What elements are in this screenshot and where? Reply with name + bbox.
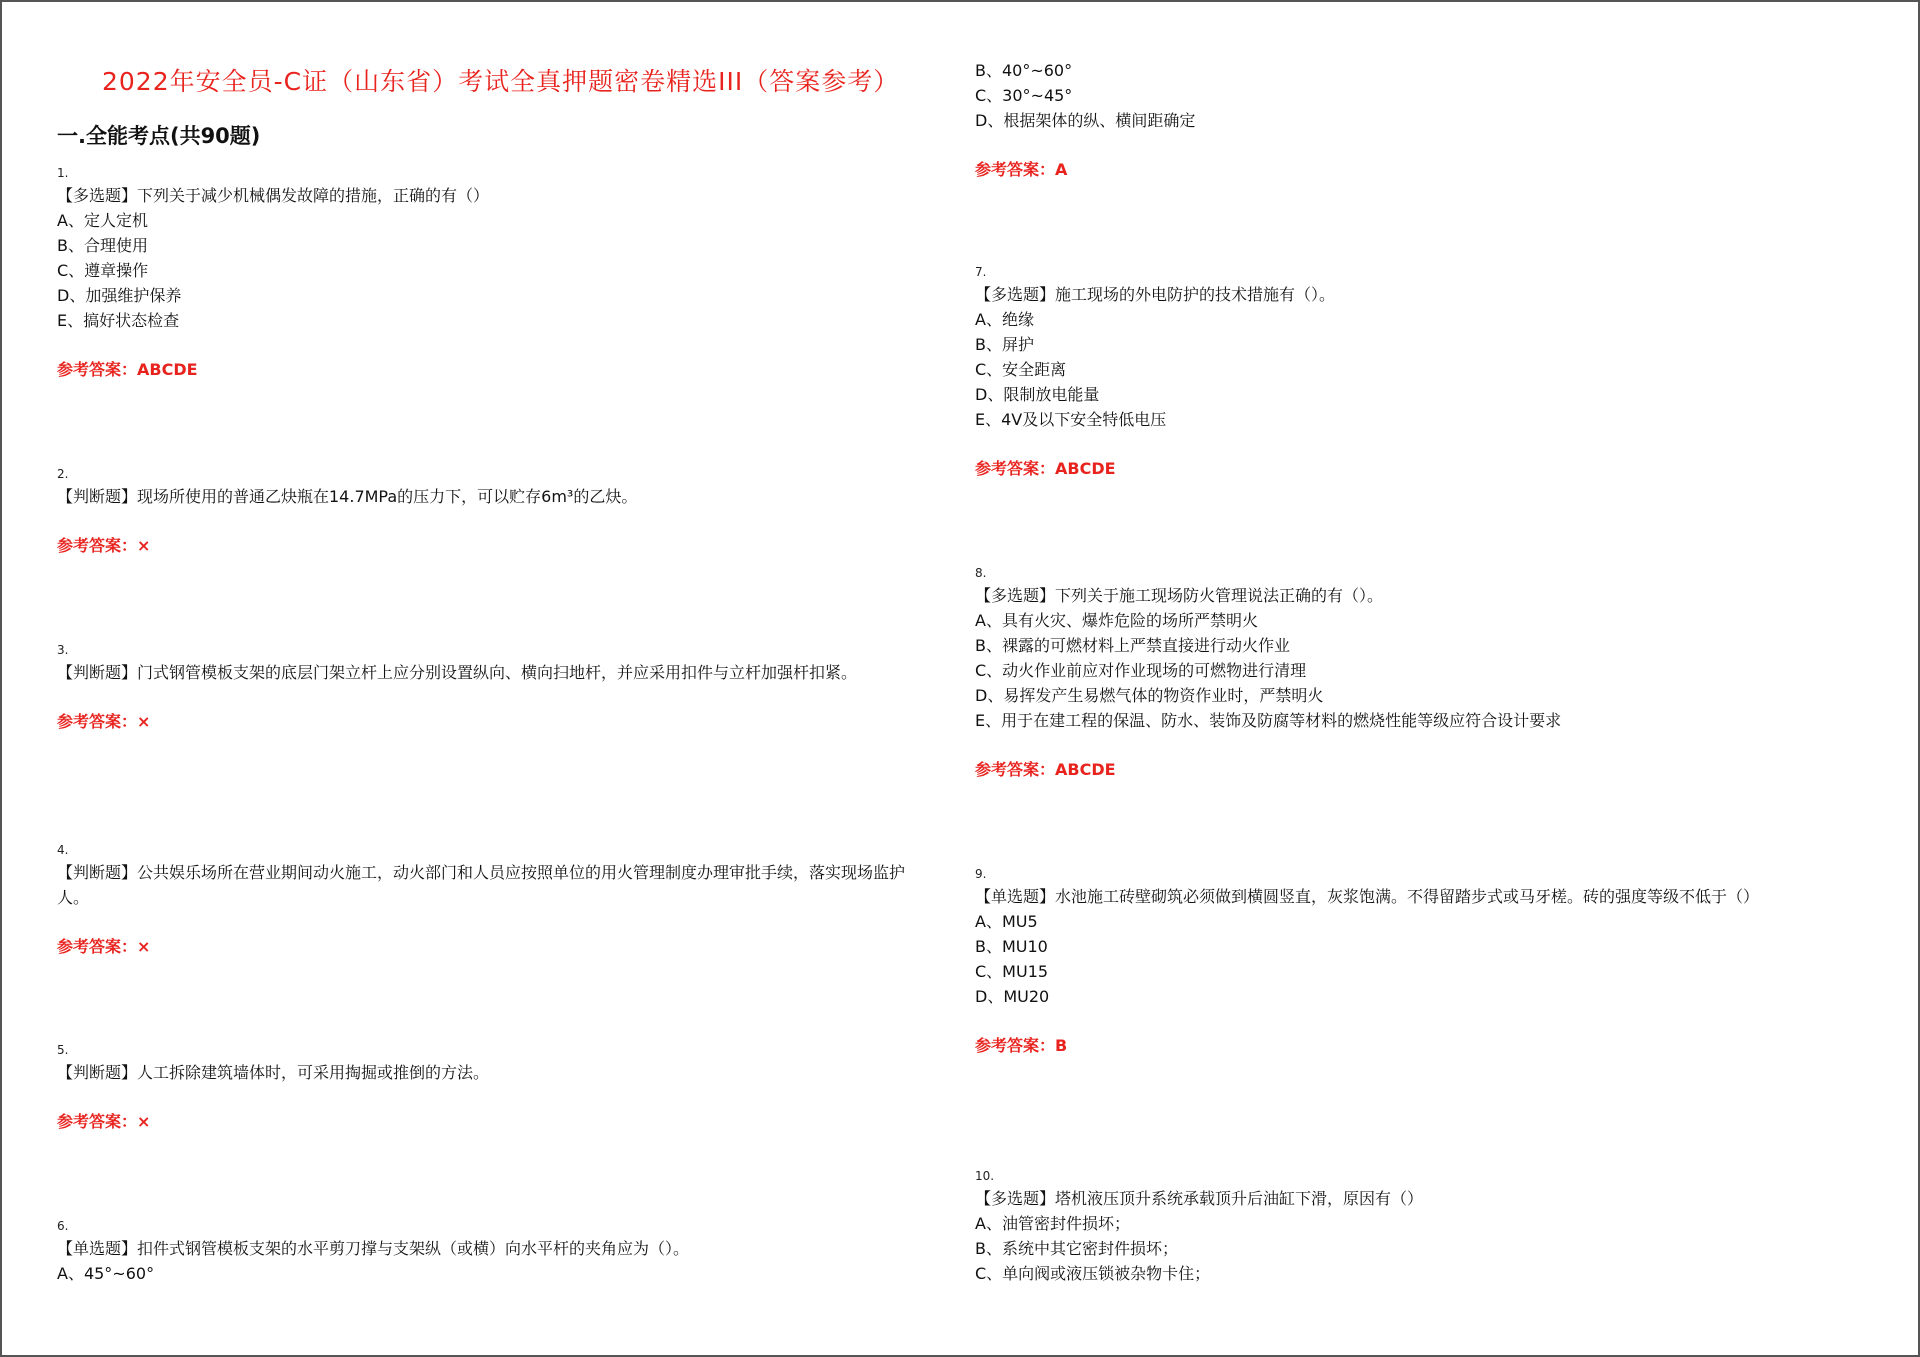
option: B、MU10 (975, 937, 1048, 956)
answer-value: × (137, 1112, 151, 1131)
option: D、限制放电能量 (975, 385, 1100, 404)
answer-label: 参考答案： (975, 160, 1056, 179)
answer-value: B (1055, 1036, 1068, 1055)
option: C、动火作业前应对作业现场的可燃物进行清理 (975, 661, 1307, 680)
question-4 (57, 840, 927, 959)
question-stem: 【多选题】下列关于施工现场防火管理说法正确的有（）。 (975, 586, 1384, 605)
answer-line (57, 709, 927, 734)
option: B、裸露的可燃材料上严禁直接进行动火作业 (975, 636, 1290, 655)
answer-line (57, 934, 927, 959)
question-number: 2. (57, 467, 69, 481)
question-stem: 【判断题】公共娱乐场所在营业期间动火施工，动火部门和人员应按照单位的用火管理制度办理审批手续，落实现场监护人。 (57, 863, 906, 907)
answer-line (975, 456, 1855, 481)
option: A、油管密封件损坏； (975, 1214, 1130, 1233)
question-number: 9. (975, 867, 987, 881)
option: D、易挥发产生易燃气体的物资作业时，严禁明火 (975, 686, 1324, 705)
option: B、系统中其它密封件损坏； (975, 1239, 1178, 1258)
question-number: 4. (57, 843, 69, 857)
question-6-continued (975, 58, 1855, 182)
option: A、具有火灾、爆炸危险的场所严禁明火 (975, 611, 1258, 630)
question-stem: 【单选题】扣件式钢管模板支架的水平剪刀撑与支架纵（或横）向水平杆的夹角应为（）。 (57, 1239, 690, 1258)
answer-value: × (137, 712, 151, 731)
document-title: 2022年安全员-C证（山东省）考试全真押题密卷精选III（答案参考） (102, 67, 900, 96)
option: C、安全距离 (975, 360, 1067, 379)
option: A、45°~60° (57, 1264, 155, 1283)
question-number: 5. (57, 1043, 69, 1057)
question-stem: 【多选题】施工现场的外电防护的技术措施有（）。 (975, 285, 1336, 304)
option: E、搞好状态检查 (57, 311, 180, 330)
answer-label: 参考答案： (975, 760, 1056, 779)
option: A、定人定机 (57, 211, 148, 230)
question-number: 8. (975, 566, 987, 580)
question-stem: 【多选题】塔机液压顶升系统承载顶升后油缸下滑，原因有（） (975, 1189, 1424, 1208)
option: B、屏护 (975, 335, 1034, 354)
answer-line (57, 533, 927, 558)
answer-line (975, 1033, 1855, 1058)
answer-label: 参考答案： (975, 459, 1056, 478)
option: B、40°~60° (975, 61, 1073, 80)
option: B、合理使用 (57, 236, 148, 255)
question-3 (57, 640, 927, 734)
question-number: 10. (975, 1169, 995, 1183)
answer-label: 参考答案： (57, 712, 138, 731)
answer-label: 参考答案： (57, 937, 138, 956)
answer-label: 参考答案： (975, 1036, 1056, 1055)
question-number: 3. (57, 643, 69, 657)
answer-value: × (137, 536, 151, 555)
option: C、遵章操作 (57, 261, 149, 280)
question-5 (57, 1040, 927, 1134)
question-stem: 【判断题】人工拆除建筑墙体时，可采用掏掘或推倒的方法。 (57, 1063, 490, 1082)
question-stem: 【单选题】水池施工砖壁砌筑必须做到横圆竖直，灰浆饱满。不得留踏步式或马牙槎。砖的强度等级不低于（） (975, 887, 1760, 906)
option: D、MU20 (975, 987, 1050, 1006)
question-number: 1. (57, 166, 69, 180)
option: E、4V及以下安全特低电压 (975, 410, 1167, 429)
question-2 (57, 464, 927, 558)
answer-label: 参考答案： (57, 1112, 138, 1131)
answer-value: ABCDE (1055, 459, 1116, 478)
option: C、30°~45° (975, 86, 1073, 105)
question-6 (57, 1216, 927, 1286)
question-number: 6. (57, 1219, 69, 1233)
answer-line (975, 757, 1855, 782)
answer-label: 参考答案： (57, 536, 138, 555)
answer-value: A (1055, 160, 1068, 179)
answer-value: ABCDE (137, 360, 198, 379)
option: C、MU15 (975, 962, 1049, 981)
answer-value: × (137, 937, 151, 956)
option: D、根据架体的纵、横间距确定 (975, 111, 1196, 130)
question-number: 7. (975, 265, 987, 279)
option: E、用于在建工程的保温、防水、装饰及防腐等材料的燃烧性能等级应符合设计要求 (975, 711, 1562, 730)
answer-line (57, 1109, 927, 1134)
question-stem: 【多选题】下列关于减少机械偶发故障的措施，正确的有（） (57, 186, 490, 205)
answer-line (57, 357, 927, 382)
section-heading: 一.全能考点(共90题) (57, 124, 261, 148)
option: A、MU5 (975, 912, 1038, 931)
answer-line (975, 157, 1855, 182)
question-7 (975, 262, 1855, 481)
question-8 (975, 563, 1855, 782)
option: A、绝缘 (975, 310, 1034, 329)
question-10 (975, 1166, 1855, 1286)
question-9 (975, 864, 1855, 1058)
option: C、单向阀或液压锁被杂物卡住； (975, 1264, 1211, 1283)
answer-value: ABCDE (1055, 760, 1116, 779)
question-stem: 【判断题】门式钢管模板支架的底层门架立杆上应分别设置纵向、横向扫地杆，并应采用扣件与立杆加强杆扣紧。 (57, 663, 858, 682)
option: D、加强维护保养 (57, 286, 182, 305)
question-1 (57, 163, 927, 382)
question-stem: 【判断题】现场所使用的普通乙炔瓶在14.7MPa的压力下，可以贮存6m³的乙炔。 (57, 487, 638, 506)
answer-label: 参考答案： (57, 360, 138, 379)
